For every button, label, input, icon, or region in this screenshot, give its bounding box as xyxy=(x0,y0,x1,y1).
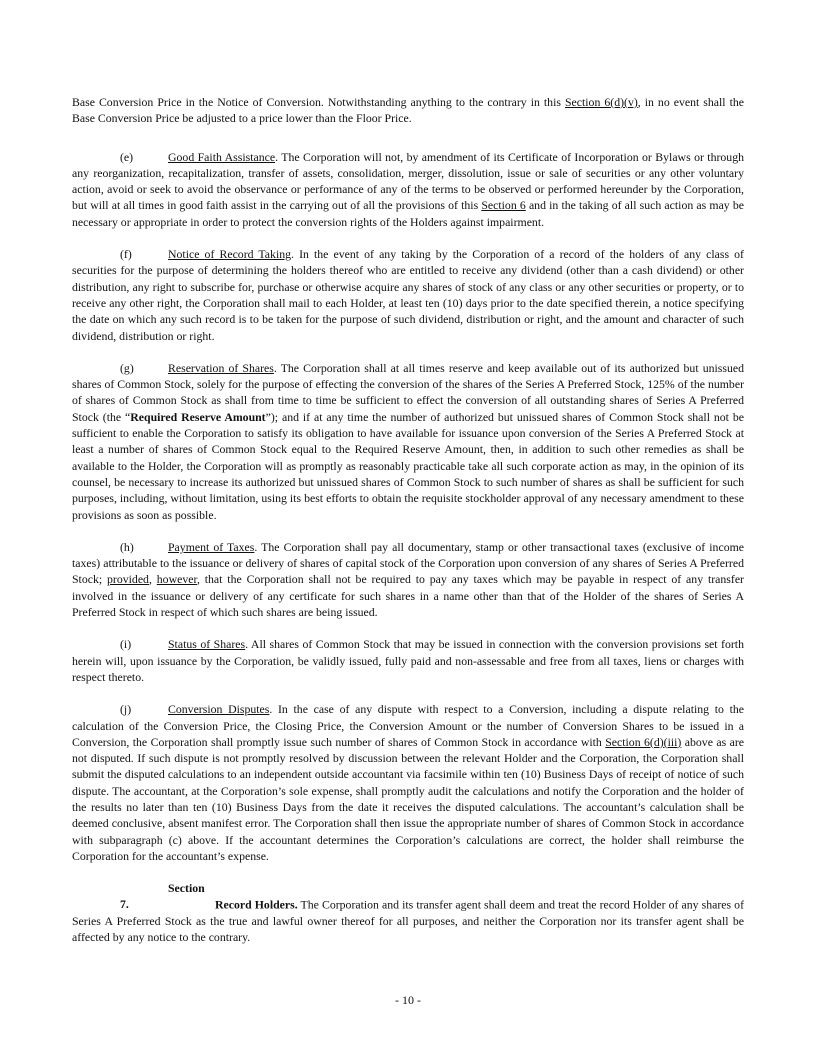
paragraph-i xyxy=(72,636,744,685)
section-heading: Record Holders. xyxy=(215,897,298,912)
paragraph-text: . The Corporation shall pay all documentary, stamp or other transactional taxes (exclusive of income taxes) attributable to the issuance or delivery of shares of capital stock of the Corporation upon conversion of any shares of Series A Preferred Stock; xyxy=(72,539,744,587)
underlined-term: provided xyxy=(107,572,149,587)
section-reference: Section 6(d)(iii) xyxy=(605,734,682,749)
paragraph-text: . The Corporation will not, by amendment of its Certificate of Incorporation or Bylaws or through any reorganization, recapitalization, transfer of assets, consolidation, merger, dissolution, issue or sale of securities or any other voluntary action, avoid or seek to avoid the observance or performance of any of the terms to be observed or performed hereunder by the Corporation, but will at all times in good faith assist in the carrying out of all the provisions of this xyxy=(72,149,744,213)
paragraph-text: . All shares of Common Stock that may be issued in connection with the conversion provisions set forth herein will, upon issuance by the Corporation, be validly issued, fully paid and non-assessable and free from all taxes, liens or charges with respect thereto. xyxy=(72,637,744,684)
paragraph-label: (g) xyxy=(120,360,134,375)
paragraph-heading: Good Faith Assistance xyxy=(168,149,276,164)
paragraph-g xyxy=(72,360,744,523)
paragraph-text-end: and in the taking of all such action as may be necessary or appropriate in order to protect the conversion rights of the Holders against impairment. xyxy=(72,198,744,229)
intro-text-end: , in no event shall the Base Conversion Price be adjusted to a price lower than the Floor Price. xyxy=(72,95,744,126)
section-7-paragraph xyxy=(72,880,744,945)
paragraph-h xyxy=(72,539,744,620)
paragraph-heading: Notice of Record Taking xyxy=(168,247,292,262)
paragraph-text: , xyxy=(148,572,157,587)
paragraph-label: (i) xyxy=(120,637,132,652)
defined-term: Required Reserve Amount xyxy=(130,409,266,424)
document-page xyxy=(72,94,744,961)
paragraph-text-end: above as are not disputed. If such dispute is not promptly resolved by discussion between the relevant Holder and the Corporation, the Corporation shall submit the disputed calculations to an independent outside accountant via facsimile within ten (10) Business Days of receipt of notice of such dispute. The accountant, at the Corporation’s sole expense, shall promptly audit the calculations and notify the Corporation and the holder of the results no later than ten (10) Business Days from the date it receives the disputed calculations. The accountant’s calculation shall be deemed conclusive, absent manifest error. The Corporation shall then issue the appropriate number of shares of Common Stock in accordance with subparagraph (c) above. If the accountant determines the Corporation’s calculations are correct, the holder shall reimburse the Corporation for the accountant’s expense. xyxy=(72,734,744,863)
paragraph-f xyxy=(72,246,744,344)
intro-text: Base Conversion Price in the Notice of Conversion. Notwithstanding anything to the contrary in this xyxy=(72,95,565,109)
paragraph-heading: Status of Shares xyxy=(168,637,246,652)
section-reference: Section 6(d)(v) xyxy=(564,95,638,109)
paragraph-text-end: ”); and if at any time the number of authorized but unissued shares of Common Stock shall not be sufficient to enable the Corporation to satisfy its obligation to have available for issuance upon conversion of the Series A Preferred Stock at least a number of shares of Common Stock equal to the Required Reserve Amount, then, in addition to such other remedies as shall be available to the Holder, the Corporation will as promptly as reasonably practicable take all such corporate action as may, in the opinion of its counsel, be necessary to increase its authorized but unissued shares of Common Stock to such number of shares as shall be sufficient for such purposes, including, without limitation, using its best efforts to obtain the requisite stockholder approval of any necessary amendment to these provisions as soon as possible. xyxy=(72,409,744,522)
paragraph-label: (h) xyxy=(120,539,134,554)
paragraph-heading: Payment of Taxes xyxy=(168,539,255,554)
page-number: - 10 - xyxy=(395,993,421,1007)
section-label: Section 7. xyxy=(120,881,205,912)
paragraph-label: (e) xyxy=(120,149,134,164)
paragraph-label: (j) xyxy=(120,702,132,717)
paragraph-heading: Conversion Disputes xyxy=(168,702,270,717)
paragraph-text: . In the event of any taking by the Corporation of a record of the holders of any class of securities for the purpose of determining the holders thereof who are entitled to receive any dividend (other than a cash dividend) or other distribution, any right to subscribe for, purchase or otherwise acquire any shares of stock of any class or any other securities or property, or to receive any other right, the Corporation shall mail to each Holder, at least ten (10) days prior to the date specified therein, a notice specifying the date on which any such record is to be taken for the purpose of such dividend, distribution or right, and the amount and character of such dividend, distribution or right. xyxy=(72,247,744,343)
paragraph-j xyxy=(72,701,744,864)
paragraph-text-end: , that the Corporation shall not be required to pay any taxes which may be payable in respect of any transfer involved in the issuance or delivery of any certificate for such shares in a name other than that of the Holder of the shares of Series A Preferred Stock in respect of which such shares are being issued. xyxy=(72,572,744,620)
paragraph-text: . The Corporation shall at all times reserve and keep available out of its authorized but unissued shares of Common Stock, solely for the purpose of effecting the conversion of the shares of the Series A Preferred Stock, 125% of the number of shares of Common Stock as shall from time to time be sufficient to effect the conversion of all outstanding shares of Series A Preferred Stock (the “ xyxy=(72,360,744,424)
paragraph-text: . In the case of any dispute with respect to a Conversion, including a dispute relating to the calculation of the Conversion Price, the Closing Price, the Conversion Amount or the number of Conversion Shares to be issued in a Conversion, the Corporation shall promptly issue such number of shares of Common Stock in accordance with xyxy=(72,702,744,749)
section-reference: Section 6 xyxy=(481,198,526,213)
paragraph-heading: Reservation of Shares xyxy=(168,360,274,375)
paragraph-e xyxy=(72,149,744,230)
underlined-term: however xyxy=(156,572,197,587)
paragraph-intro xyxy=(72,94,744,127)
paragraph-label: (f) xyxy=(120,247,132,262)
paragraph-text: The Corporation and its transfer agent shall deem and treat the record Holder of any shares of Series A Preferred Stock as the true and lawful owner thereof for all purposes, and neither the Corporation nor its transfer agent shall be affected by any notice to the contrary. xyxy=(72,897,744,945)
